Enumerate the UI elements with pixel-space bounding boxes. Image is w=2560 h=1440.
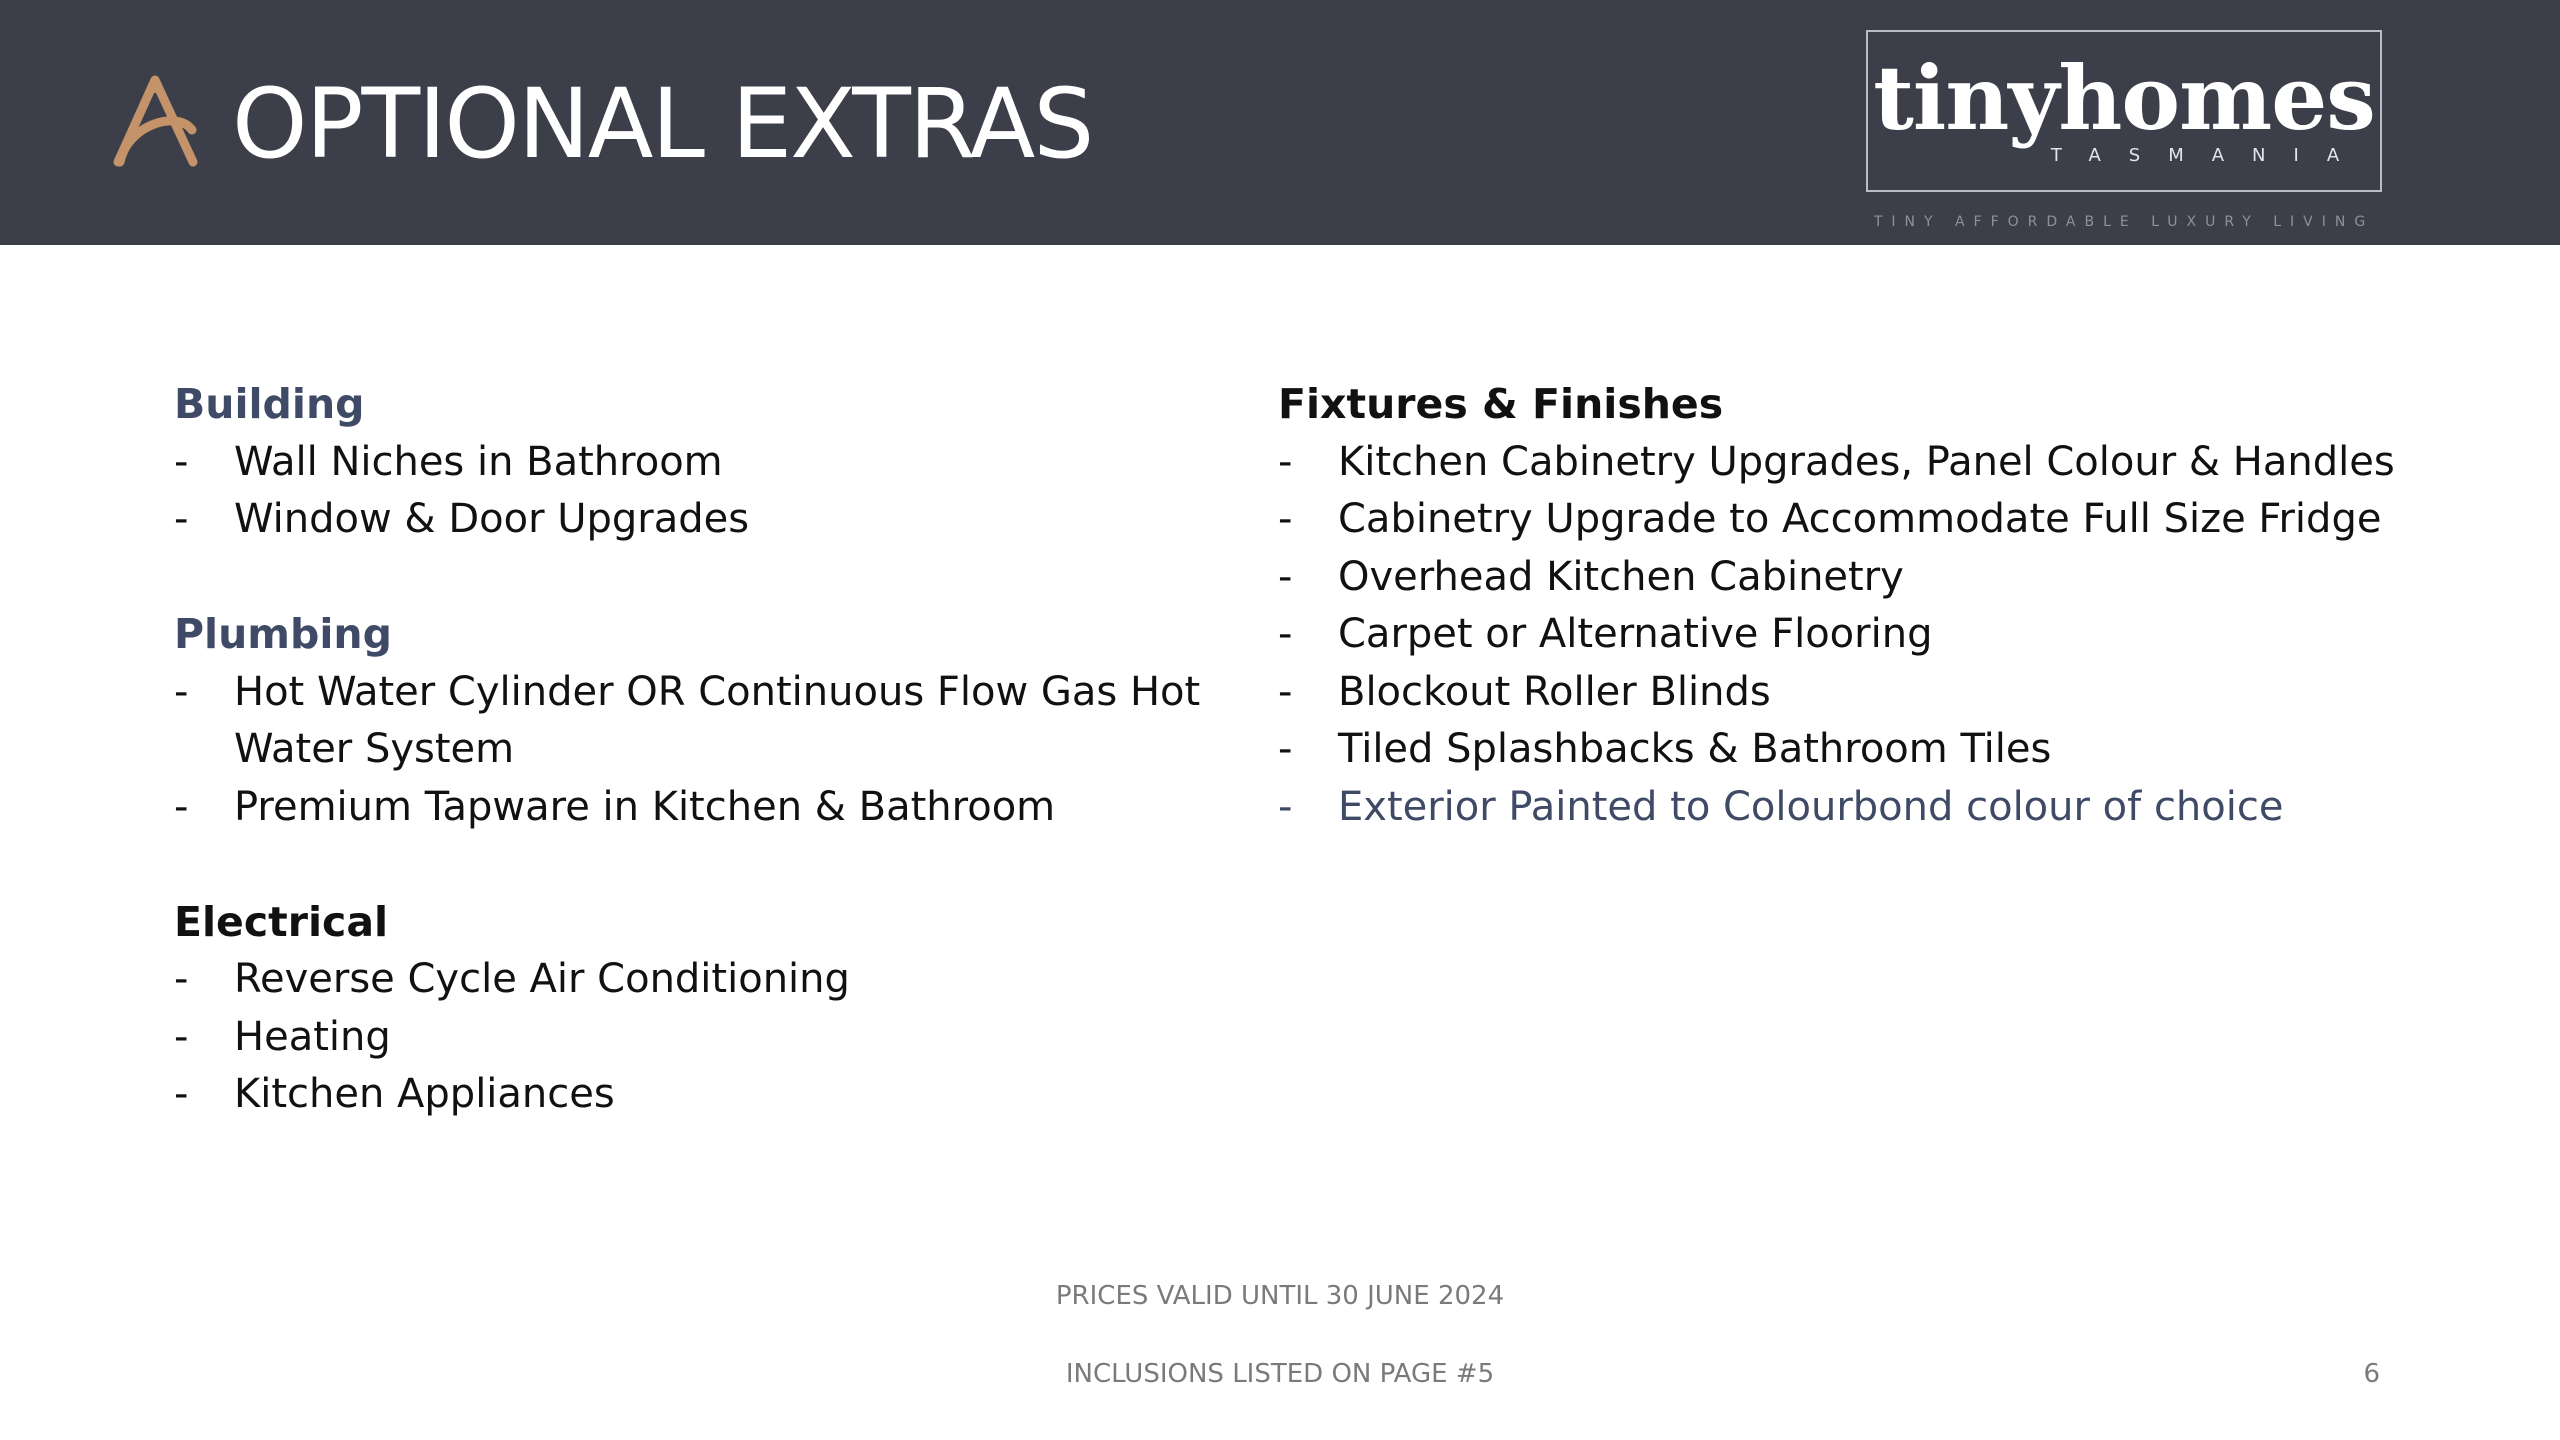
header-bar xyxy=(0,0,2560,245)
section-heading-electrical: Electrical xyxy=(174,897,389,946)
inclusions-note: INCLUSIONS LISTED ON PAGE #5 xyxy=(1065,1359,1495,1389)
list-item xyxy=(1278,721,2408,779)
item-text: Blockout Roller Blinds xyxy=(1338,668,1771,715)
item-text: Kitchen Appliances xyxy=(234,1071,615,1117)
bullet-dash: - xyxy=(174,438,189,485)
logo-tagline: TINY AFFORDABLE LUXURY LIVING xyxy=(1873,214,2375,230)
bullet-dash: - xyxy=(1278,726,1293,772)
brand-logo xyxy=(1866,30,2382,192)
compass-a-icon xyxy=(108,72,203,170)
item-text: Reverse Cycle Air Conditioning xyxy=(234,956,850,1002)
bullet-dash: - xyxy=(174,956,189,1002)
logo-subtitle: TASMANIA xyxy=(2050,145,2368,166)
item-text: Tiled Splashbacks & Bathroom Tiles xyxy=(1338,726,2052,772)
bullet-dash: - xyxy=(1278,496,1293,542)
item-text: Hot Water Cylinder OR Continuous Flow Gas Hot Water System xyxy=(234,668,1201,772)
bullet-dash: - xyxy=(174,1071,189,1117)
item-text: Premium Tapware in Kitchen & Bathroom xyxy=(234,783,1056,830)
list-item xyxy=(1278,779,2408,837)
building-list xyxy=(174,434,1254,549)
section-heading-plumbing: Plumbing xyxy=(174,610,392,658)
bullet-dash: - xyxy=(1278,553,1293,600)
item-text: Wall Niches in Bathroom xyxy=(234,438,723,485)
prices-valid-note: PRICES VALID UNTIL 30 JUNE 2024 xyxy=(1055,1281,1505,1311)
bullet-dash: - xyxy=(174,668,189,715)
bullet-dash: - xyxy=(1278,438,1293,485)
item-text: Exterior Painted to Colourbond colour of choice xyxy=(1338,783,2284,830)
list-item xyxy=(1278,434,2408,492)
list-item xyxy=(174,1009,1254,1067)
list-item xyxy=(1278,549,2408,607)
item-text: Kitchen Cabinetry Upgrades, Panel Colour & Handles xyxy=(1338,438,2395,485)
list-item xyxy=(174,491,1254,549)
bullet-dash: - xyxy=(1278,783,1293,830)
list-item xyxy=(1278,664,2408,722)
page-title: OPTIONAL EXTRAS xyxy=(232,68,1093,180)
list-item xyxy=(174,1066,1254,1124)
list-item xyxy=(174,434,1254,492)
section-heading-fixtures: Fixtures & Finishes xyxy=(1278,380,1724,428)
electrical-list xyxy=(174,951,1254,1124)
list-item xyxy=(1278,606,2408,664)
item-text: Carpet or Alternative Flooring xyxy=(1338,611,1933,657)
page-number: 6 xyxy=(2363,1359,2380,1389)
left-column xyxy=(174,376,1254,1124)
list-item xyxy=(1278,491,2408,549)
list-item xyxy=(174,779,1254,837)
section-heading-building: Building xyxy=(174,380,365,428)
item-text: Cabinetry Upgrade to Accommodate Full Size Fridge xyxy=(1338,496,2382,542)
bullet-dash: - xyxy=(1278,668,1293,715)
list-item xyxy=(174,951,1254,1009)
item-text: Overhead Kitchen Cabinetry xyxy=(1338,553,1904,600)
logo-wordmark: tinyhomes xyxy=(1873,46,2375,150)
list-item xyxy=(174,664,1254,779)
bullet-dash: - xyxy=(174,496,189,542)
item-text: Heating xyxy=(234,1013,391,1060)
plumbing-list xyxy=(174,664,1254,837)
right-column xyxy=(1278,376,2408,836)
item-text: Window & Door Upgrades xyxy=(234,496,750,542)
bullet-dash: - xyxy=(174,1013,189,1060)
bullet-dash: - xyxy=(1278,611,1293,657)
fixtures-list xyxy=(1278,434,2408,837)
bullet-dash: - xyxy=(174,783,189,830)
